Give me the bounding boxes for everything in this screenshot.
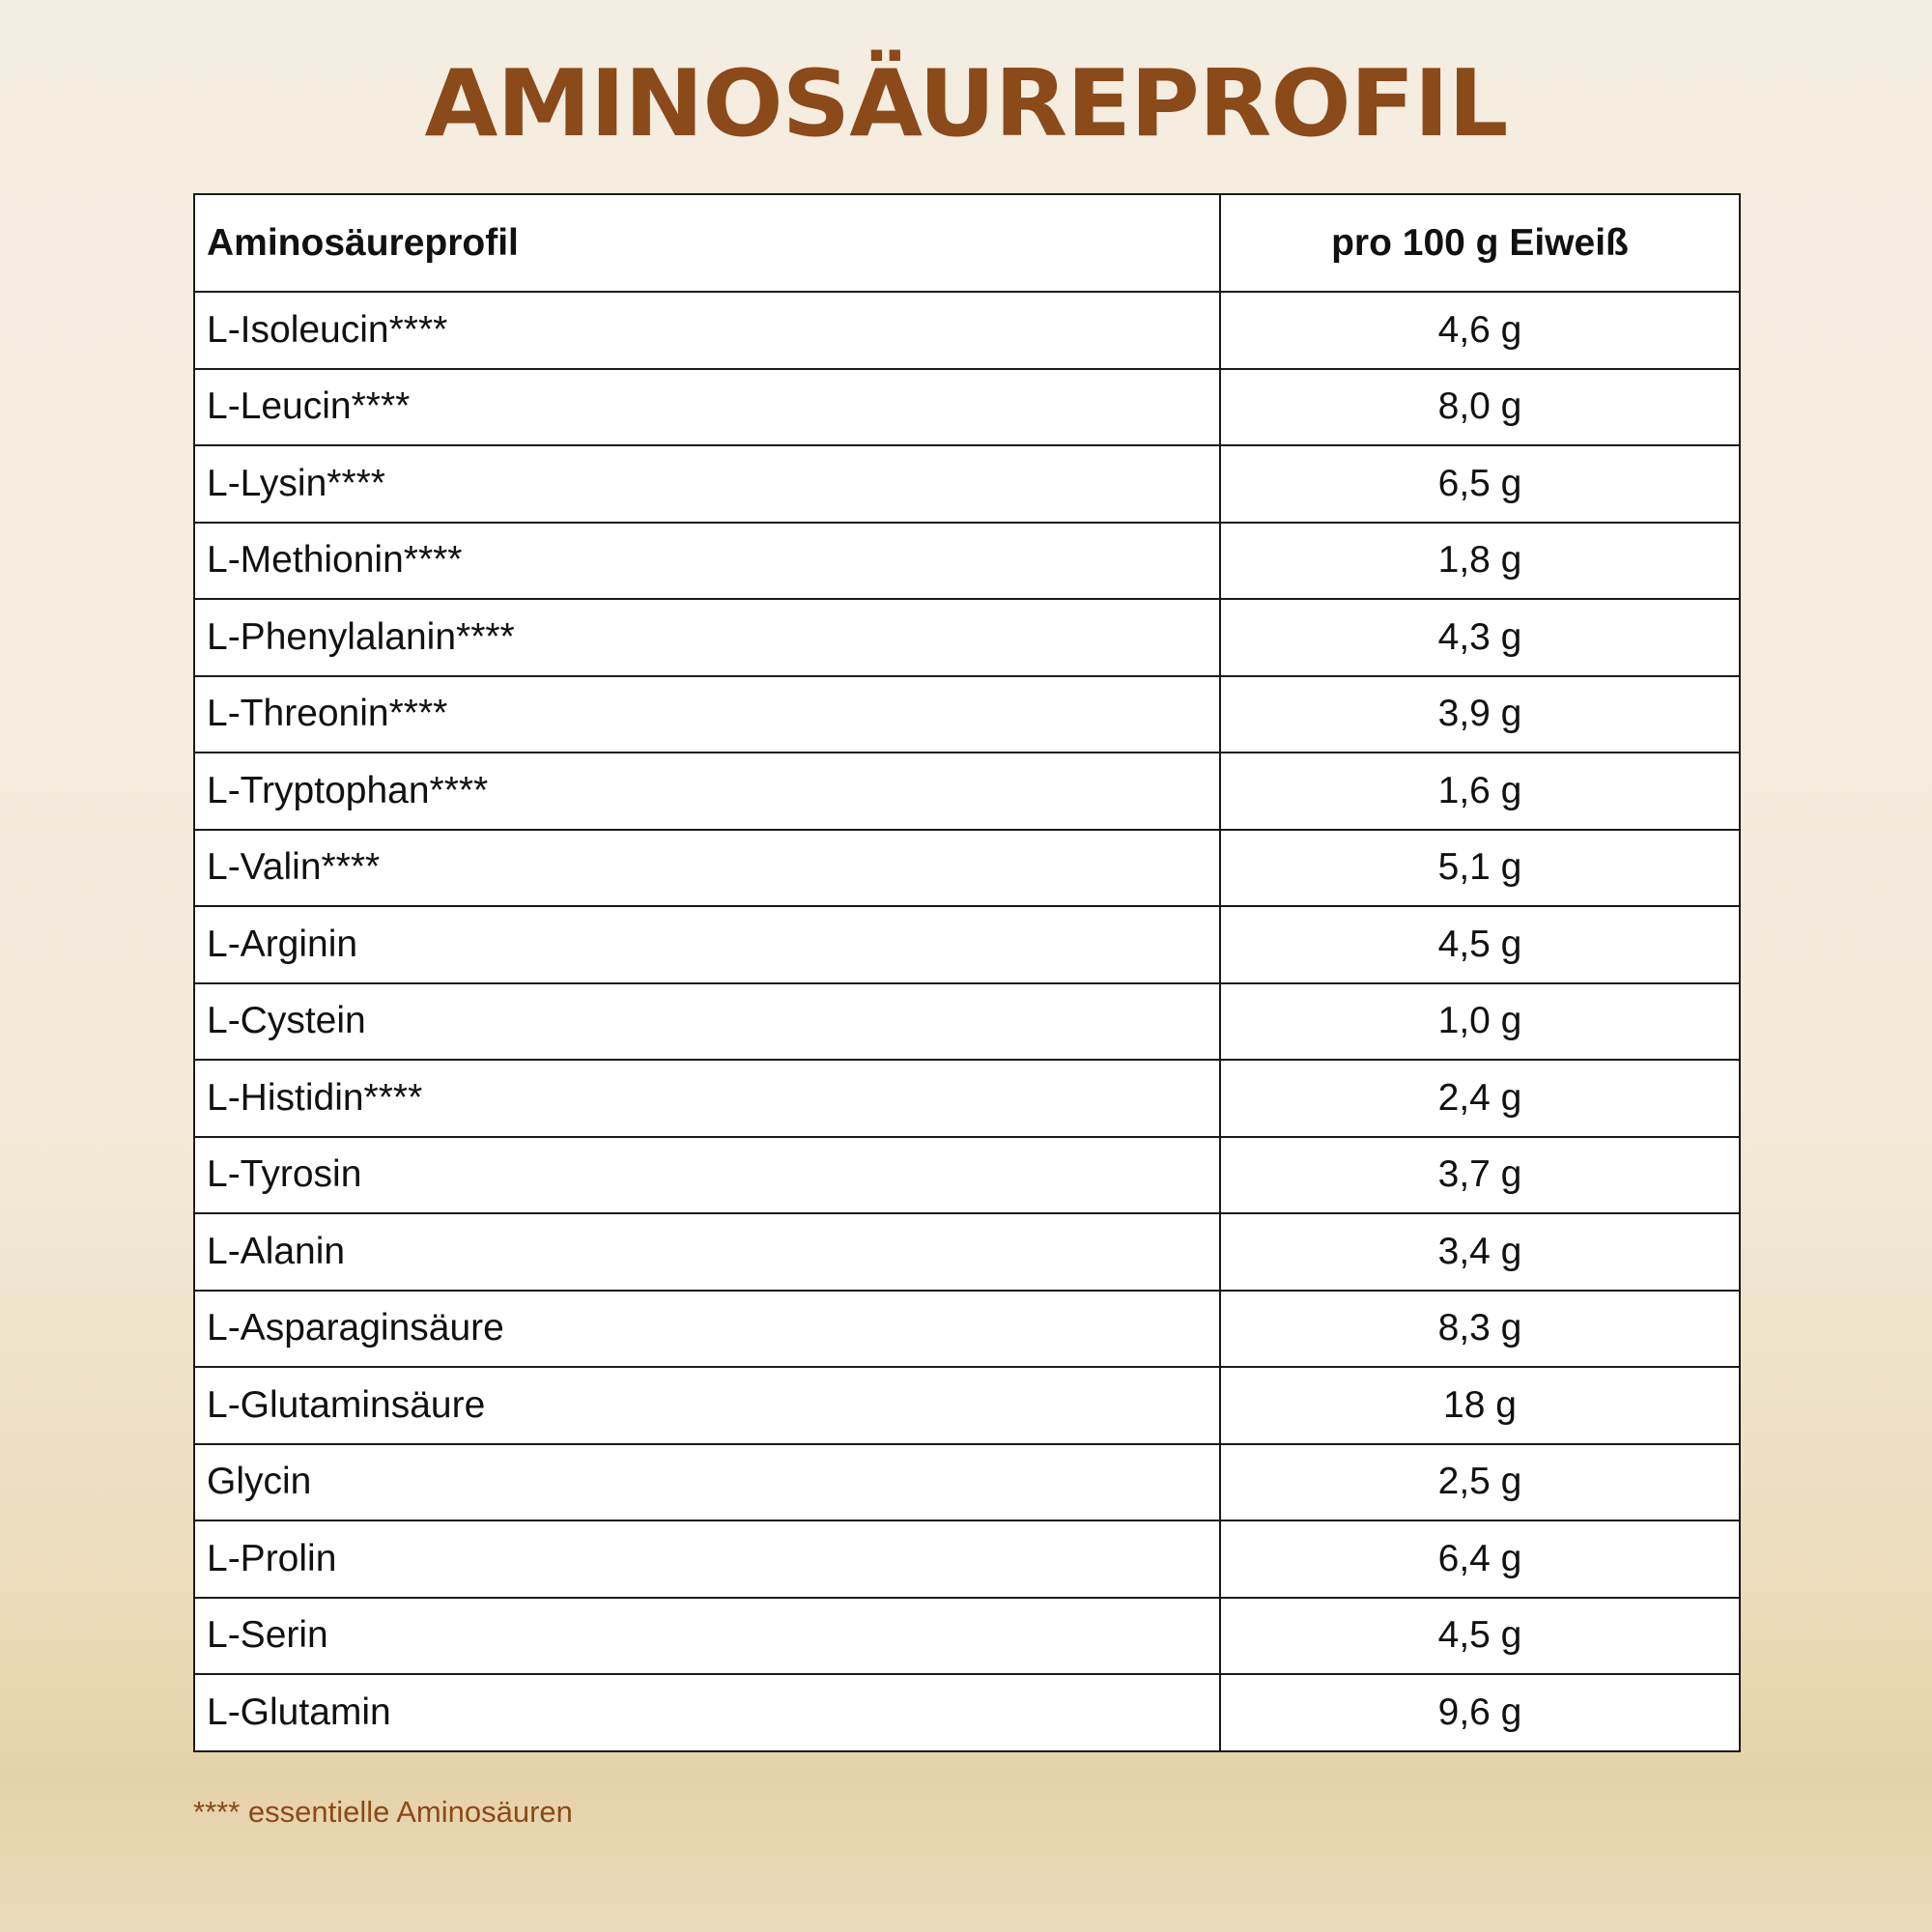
amino-acid-table-container: [193, 193, 1739, 1752]
amino-acid-name: L-Phenylalanin****: [194, 599, 1220, 676]
page-title: AMINOSÄUREPROFIL: [424, 50, 1508, 158]
amino-acid-name: L-Alanin: [194, 1213, 1220, 1291]
table-body: [194, 292, 1740, 1751]
amino-acid-value: 1,0 g: [1220, 983, 1740, 1061]
table-row: [194, 1520, 1740, 1598]
amino-acid-name: L-Tyrosin: [194, 1137, 1220, 1214]
amino-acid-value: 4,6 g: [1220, 292, 1740, 369]
table-row: [194, 906, 1740, 983]
amino-acid-value: 5,1 g: [1220, 830, 1740, 907]
table-row: [194, 445, 1740, 523]
amino-acid-value: 6,4 g: [1220, 1520, 1740, 1598]
amino-acid-name: L-Asparaginsäure: [194, 1291, 1220, 1368]
amino-acid-name: L-Glutaminsäure: [194, 1367, 1220, 1444]
table-row: [194, 1674, 1740, 1751]
amino-acid-value: 3,7 g: [1220, 1137, 1740, 1214]
table-row: [194, 983, 1740, 1061]
amino-acid-value: 18 g: [1220, 1367, 1740, 1444]
amino-acid-name: L-Leucin****: [194, 369, 1220, 446]
amino-acid-name: Glycin: [194, 1444, 1220, 1521]
table-row: [194, 1291, 1740, 1368]
table-row: [194, 1060, 1740, 1137]
table-row: [194, 292, 1740, 369]
table-row: [194, 1137, 1740, 1214]
amino-acid-name: L-Methionin****: [194, 523, 1220, 600]
amino-acid-value: 4,5 g: [1220, 906, 1740, 983]
amino-acid-name: L-Threonin****: [194, 676, 1220, 753]
amino-acid-value: 4,3 g: [1220, 599, 1740, 676]
amino-acid-table: [193, 193, 1741, 1752]
table-row: [194, 1367, 1740, 1444]
amino-acid-value: 4,5 g: [1220, 1598, 1740, 1675]
table-row: [194, 1444, 1740, 1521]
amino-acid-name: L-Glutamin: [194, 1674, 1220, 1751]
amino-acid-name: L-Lysin****: [194, 445, 1220, 523]
amino-acid-name: L-Histidin****: [194, 1060, 1220, 1137]
amino-acid-name: L-Cystein: [194, 983, 1220, 1061]
amino-acid-value: 8,3 g: [1220, 1291, 1740, 1368]
amino-acid-name: L-Arginin: [194, 906, 1220, 983]
amino-acid-value: 3,4 g: [1220, 1213, 1740, 1291]
amino-acid-value: 2,4 g: [1220, 1060, 1740, 1137]
amino-acid-value: 1,6 g: [1220, 753, 1740, 830]
amino-acid-name: L-Serin: [194, 1598, 1220, 1675]
footnote-essential-amino-acids: **** essentielle Aminosäuren: [193, 1795, 573, 1829]
amino-acid-value: 2,5 g: [1220, 1444, 1740, 1521]
column-header-amino-acid: Aminosäureprofil: [194, 194, 1220, 292]
amino-acid-name: L-Isoleucin****: [194, 292, 1220, 369]
amino-acid-value: 3,9 g: [1220, 676, 1740, 753]
table-row: [194, 830, 1740, 907]
amino-acid-name: L-Tryptophan****: [194, 753, 1220, 830]
amino-acid-name: L-Prolin: [194, 1520, 1220, 1598]
amino-acid-value: 9,6 g: [1220, 1674, 1740, 1751]
amino-acid-value: 8,0 g: [1220, 369, 1740, 446]
column-header-per-100g-protein: pro 100 g Eiweiß: [1220, 194, 1740, 292]
table-row: [194, 1598, 1740, 1675]
table-row: [194, 676, 1740, 753]
table-row: [194, 599, 1740, 676]
table-row: [194, 369, 1740, 446]
table-row: [194, 523, 1740, 600]
table-row: [194, 753, 1740, 830]
amino-acid-value: 6,5 g: [1220, 445, 1740, 523]
amino-acid-value: 1,8 g: [1220, 523, 1740, 600]
amino-acid-name: L-Valin****: [194, 830, 1220, 907]
table-row: [194, 1213, 1740, 1291]
table-header-row: [194, 194, 1740, 292]
